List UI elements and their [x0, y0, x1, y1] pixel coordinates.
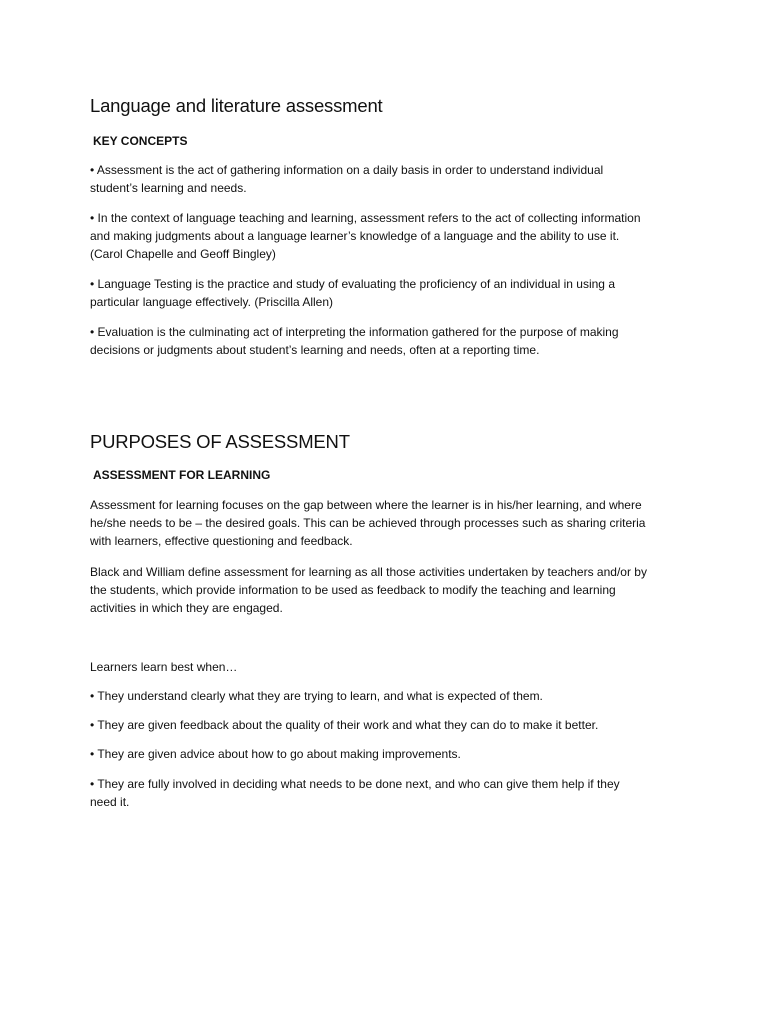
text-line: Black and William define assessment for learning as all those activities undertaken by teachers and/or by	[90, 565, 647, 579]
text-line: particular language effectively. (Priscilla Allen)	[90, 295, 334, 309]
bullet-assessment-definition	[90, 161, 680, 197]
text-line: need it.	[90, 795, 130, 809]
paragraph-learners-learn-best	[90, 658, 680, 676]
text-line: • In the context of language teaching and learning, assessment refers to the act of collecting information	[90, 211, 641, 225]
text-line: Learners learn best when…	[90, 660, 238, 674]
text-line: decisions or judgments about student’s learning and needs, often at a reporting time.	[90, 343, 540, 357]
text-line: student’s learning and needs.	[90, 181, 247, 195]
text-line: with learners, effective questioning and feedback.	[90, 534, 353, 548]
paragraph-black-and-william	[90, 563, 680, 617]
bullet-fully-involved	[90, 775, 680, 811]
bullet-understand-clearly	[90, 687, 680, 705]
text-line: and making judgments about a language learner’s knowledge of a language and the ability to use it.	[90, 229, 620, 243]
text-line: • They understand clearly what they are trying to learn, and what is expected of them.	[90, 689, 543, 703]
text-line: activities in which they are engaged.	[90, 601, 283, 615]
text-line: (Carol Chapelle and Geoff Bingley)	[90, 247, 276, 261]
paragraph-assessment-for-learning	[90, 496, 680, 550]
text-line: the students, which provide information to be used as feedback to modify the teaching and learning	[90, 583, 616, 597]
section-title-purposes: PURPOSES OF ASSESSMENT	[90, 431, 350, 452]
text-line: he/she needs to be – the desired goals. This can be achieved through processes such as sharing criteria	[90, 516, 646, 530]
text-line: • They are given advice about how to go about making improvements.	[90, 747, 461, 761]
text-line: • Language Testing is the practice and study of evaluating the proficiency of an individual in using a	[90, 277, 615, 291]
bullet-language-teaching-context	[90, 209, 680, 263]
bullet-given-feedback	[90, 716, 680, 734]
text-line: • They are given feedback about the quality of their work and what they can do to make it better.	[90, 718, 599, 732]
subheading-assessment-for-learning: ASSESSMENT FOR LEARNING	[93, 468, 271, 482]
text-line: • Evaluation is the culminating act of interpreting the information gathered for the purpose of making	[90, 325, 619, 339]
text-line: • Assessment is the act of gathering information on a daily basis in order to understand individual	[90, 163, 604, 177]
subheading-key-concepts: KEY CONCEPTS	[93, 134, 188, 148]
text-line: Assessment for learning focuses on the gap between where the learner is in his/her learning, and where	[90, 498, 642, 512]
text-line: • They are fully involved in deciding what needs to be done next, and who can give them help if they	[90, 777, 620, 791]
bullet-evaluation	[90, 323, 680, 359]
bullet-given-advice	[90, 745, 680, 763]
section-title-language-literature: Language and literature assessment	[90, 95, 383, 116]
bullet-language-testing	[90, 275, 680, 311]
